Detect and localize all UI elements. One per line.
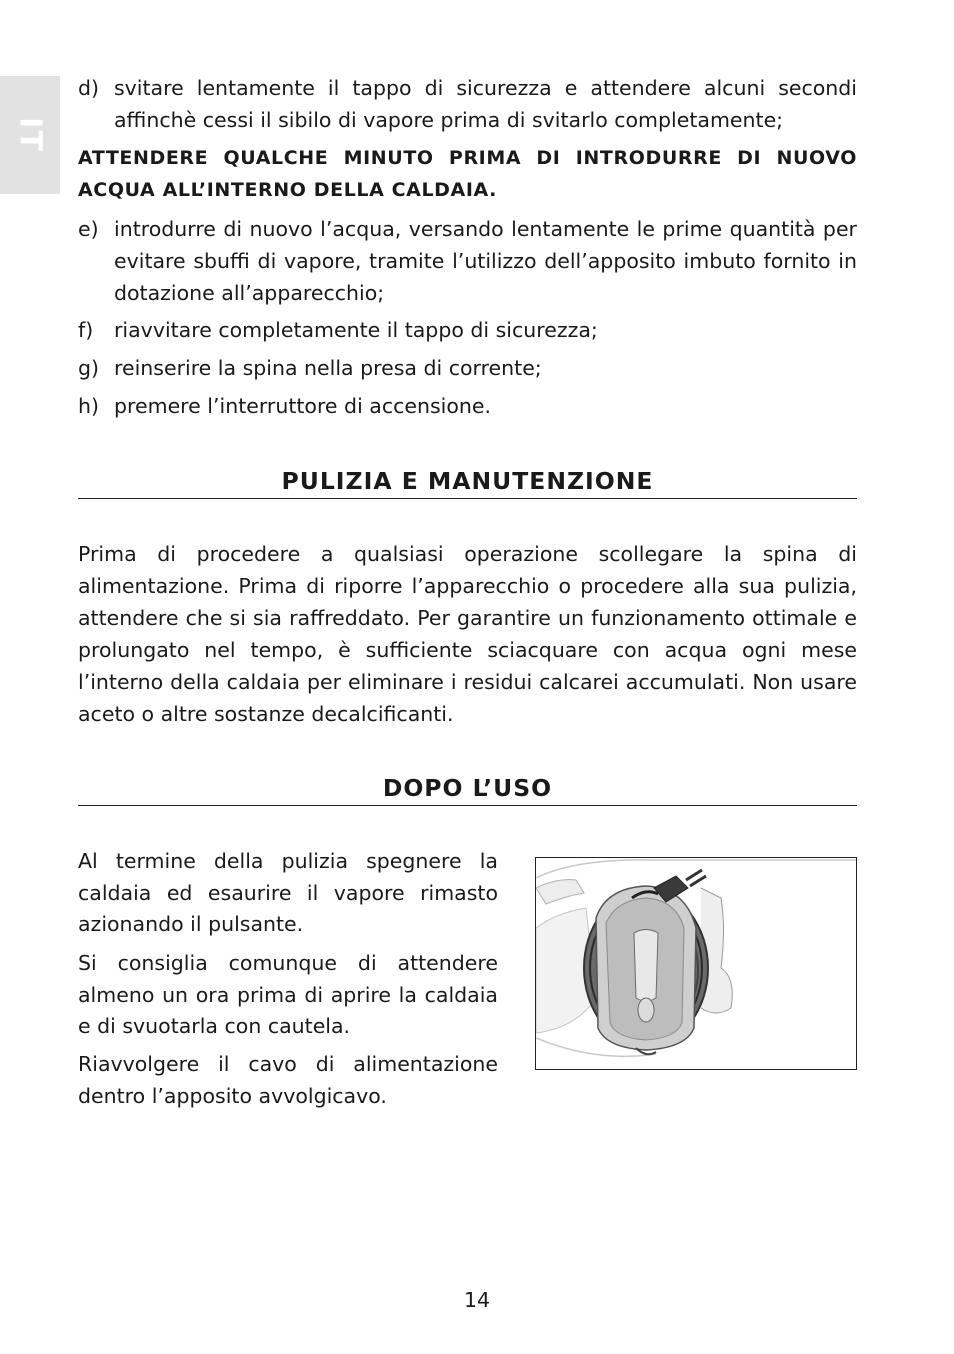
section-heading-after-use: DOPO L’USO [78, 773, 857, 806]
cable-reel-illustration [535, 857, 857, 1070]
warning-text: ATTENDERE QUALCHE MINUTO PRIMA DI INTRODURRE DI NUOVO ACQUA ALL’INTERNO DELLA CALDAIA. [78, 147, 857, 201]
step-text: premere l’interruttore di accensione. [114, 394, 492, 418]
list-item [78, 213, 857, 309]
language-label: IT [12, 117, 48, 153]
after-use-paragraph: Riavvolgere il cavo di alimentazione dentro l’apposito avvolgicavo. [78, 1052, 498, 1108]
step-label: e) [78, 217, 99, 241]
cleaning-paragraph: Prima di procedere a qualsiasi operazione scollegare la spina di alimentazione. Prima di riporre l’apparecchio o procedere alla sua pulizia, attendere che si sia raffreddato. Per garantire un funzionamento ottimale e prolungato nel tempo, è sufficiente sciacquare con acqua ogni mese l’interno della caldaia per eliminare i residui calcarei accumulati. Non usare aceto o altre sostanze decalcificanti. [78, 542, 857, 726]
list-item [78, 314, 857, 346]
after-use-paragraph: Si consiglia comunque di attendere almeno un ora prima di aprire la caldaia e di svuotarla con cautela. [78, 951, 498, 1038]
after-use-paragraph: Al termine della pulizia spegnere la caldaia ed esaurire il vapore rimasto azionando il pulsante. [78, 849, 498, 936]
list-item [78, 390, 857, 422]
step-text: introdurre di nuovo l’acqua, versando lentamente le prime quantità per evitare sbuffi di vapore, tramite l’utilizzo dell’apposito imbuto fornito in dotazione all’apparecchio; [114, 217, 857, 305]
section-heading-cleaning: PULIZIA E MANUTENZIONE [78, 466, 857, 499]
step-text: reinserire la spina nella presa di corrente; [114, 356, 542, 380]
language-tab [0, 76, 60, 194]
step-label: f) [78, 318, 94, 342]
step-text: riavvitare completamente il tappo di sicurezza; [114, 318, 598, 342]
step-text: svitare lentamente il tappo di sicurezza e attendere alcuni secondi affinchè cessi il sibilo di vapore prima di svitarlo completamente; [114, 76, 857, 132]
step-label: g) [78, 356, 100, 380]
step-label: h) [78, 394, 99, 418]
page-number: 14 [463, 1288, 491, 1312]
list-item [78, 352, 857, 384]
list-item [78, 72, 857, 136]
step-label: d) [78, 76, 100, 100]
